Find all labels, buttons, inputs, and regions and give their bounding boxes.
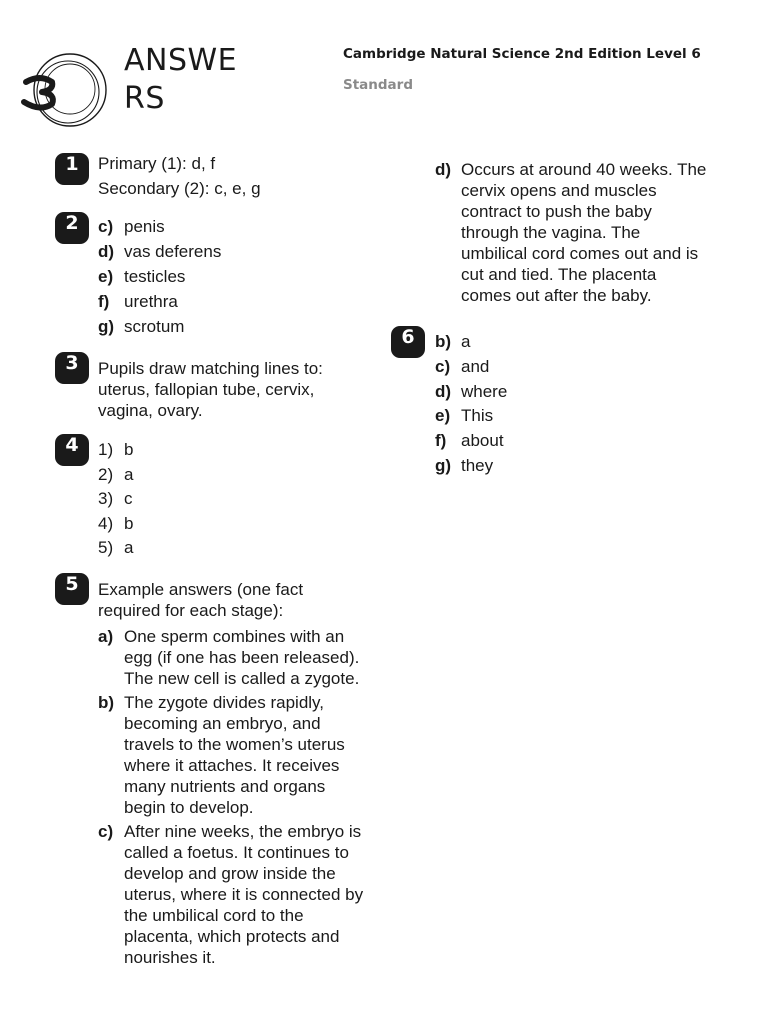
item-text: c bbox=[124, 489, 133, 508]
item-label: 2) bbox=[98, 464, 114, 484]
answer-item bbox=[98, 439, 358, 464]
answers-title: ANSWERS bbox=[124, 43, 238, 116]
item-label: 5) bbox=[98, 538, 114, 557]
answer-item bbox=[98, 488, 358, 513]
item-text: and bbox=[461, 356, 490, 376]
item-text: penis bbox=[124, 217, 165, 236]
answer-item bbox=[98, 241, 358, 266]
item-text: scrotum bbox=[124, 317, 185, 336]
answer-intro: Example answers (one fact required for each stage): bbox=[98, 580, 304, 620]
item-label: g) bbox=[435, 455, 452, 475]
item-label: e) bbox=[435, 406, 451, 426]
item-label: g) bbox=[98, 317, 115, 336]
answer-item bbox=[98, 537, 358, 562]
question-number-badge: 4 bbox=[55, 434, 89, 466]
item-text: b bbox=[124, 440, 134, 459]
answer-item bbox=[435, 430, 695, 455]
item-text: a bbox=[461, 332, 471, 351]
item-text: vas deferens bbox=[124, 242, 222, 261]
answer-item bbox=[435, 331, 695, 356]
answer-item bbox=[98, 266, 358, 291]
item-label: a) bbox=[98, 627, 114, 646]
question-number-badge: 5 bbox=[55, 573, 89, 605]
question-3-answer: Pupils draw matching lines to: uterus, fallopian tube, cervix, vagina, ovary. bbox=[98, 359, 323, 420]
item-text: Occurs at around 40 weeks. The cervix opens and muscles contract to push the baby through the vagina. The umbilical cord comes out and is cut and tied. The placenta comes out after the baby. bbox=[461, 160, 707, 305]
answer-item bbox=[435, 356, 695, 381]
question-number-badge: 2 bbox=[55, 212, 89, 244]
question-2-answer bbox=[98, 216, 358, 341]
answer-line: Secondary (2): c, e, g bbox=[98, 179, 261, 198]
item-label: c) bbox=[98, 217, 114, 236]
item-text: testicles bbox=[124, 267, 186, 286]
question-6-answer bbox=[435, 331, 695, 480]
item-text: One sperm combines with an egg (if one has been released). The new cell is called a zygote. bbox=[124, 627, 360, 688]
item-label: c) bbox=[98, 822, 114, 841]
spiral-3-logo-icon bbox=[18, 52, 110, 132]
item-text: where bbox=[461, 381, 508, 401]
answer-item bbox=[435, 381, 695, 406]
answer-item bbox=[435, 159, 707, 306]
item-text: they bbox=[461, 455, 494, 475]
question-number-badge: 1 bbox=[55, 153, 89, 185]
item-label: 4) bbox=[98, 513, 114, 533]
item-label: f) bbox=[435, 431, 447, 451]
item-text: urethra bbox=[124, 292, 178, 311]
item-label: d) bbox=[435, 381, 452, 401]
answer-item bbox=[98, 821, 370, 968]
answer-item bbox=[98, 216, 358, 241]
book-title: Cambridge Natural Science 2nd Edition Level 6 bbox=[343, 46, 701, 62]
answer-item bbox=[98, 626, 370, 689]
item-label: d) bbox=[435, 160, 452, 179]
item-label: d) bbox=[98, 242, 115, 261]
item-text: a bbox=[124, 464, 134, 484]
answer-line: Primary (1): d, f bbox=[98, 154, 216, 173]
item-label: b) bbox=[435, 332, 452, 351]
question-number-badge: 6 bbox=[391, 326, 425, 358]
item-text: This bbox=[461, 406, 494, 426]
item-label: f) bbox=[98, 292, 110, 311]
item-label: b) bbox=[98, 693, 115, 712]
question-5-answer-continued bbox=[435, 159, 707, 306]
answer-item bbox=[98, 316, 358, 341]
level-label: Standard bbox=[343, 77, 413, 93]
question-number-badge: 3 bbox=[55, 352, 89, 384]
answer-item bbox=[435, 455, 695, 480]
answer-item bbox=[98, 291, 358, 316]
item-text: The zygote divides rapidly, becoming an embryo, and travels to the women’s uterus where it attaches. It receives many nutrients and organs begin to develop. bbox=[124, 693, 345, 817]
question-4-answer bbox=[98, 439, 358, 562]
answer-item bbox=[98, 464, 358, 489]
item-label: e) bbox=[98, 267, 114, 286]
answer-item bbox=[435, 405, 695, 430]
item-text: After nine weeks, the embryo is called a foetus. It continues to develop and grow inside the uterus, where it is connected by the umbilical cord to the placenta, which protects and nourishes it. bbox=[124, 822, 364, 967]
item-text: a bbox=[124, 538, 134, 557]
answer-item bbox=[98, 513, 358, 538]
item-label: c) bbox=[435, 356, 451, 376]
item-text: about bbox=[461, 431, 504, 451]
item-text: b bbox=[124, 513, 134, 533]
question-1-answer bbox=[98, 151, 261, 201]
answer-item bbox=[98, 692, 370, 818]
item-label: 1) bbox=[98, 440, 114, 459]
item-label: 3) bbox=[98, 489, 114, 508]
question-5-answer bbox=[98, 579, 370, 968]
